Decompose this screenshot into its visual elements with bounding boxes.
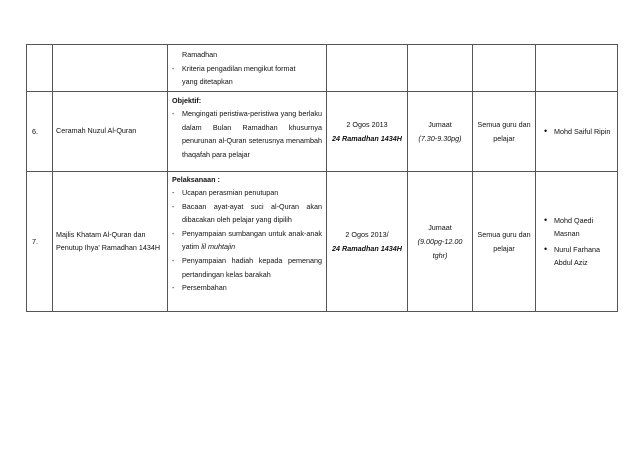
cell-details — [168, 172, 327, 312]
day-name: Jumaat — [428, 222, 452, 232]
detail-item-text: Kriteria pengadilan mengikut format — [182, 63, 296, 73]
detail-item — [172, 254, 322, 281]
list-item — [544, 243, 617, 269]
cell-program — [53, 172, 168, 312]
target-line-2: pelajar — [493, 243, 515, 253]
detail-item — [172, 62, 322, 76]
details-heading: Objektif: — [172, 96, 202, 105]
date-gregorian: 2 Ogos 2013 — [346, 119, 388, 129]
bullet-icon: • — [544, 244, 548, 254]
cell-target — [473, 92, 536, 172]
day-time: (9.00pg-12.00 — [417, 236, 463, 246]
cell-date — [327, 45, 408, 92]
table-row-continuation — [27, 45, 618, 92]
detail-item-text: Persembahan — [182, 283, 227, 293]
detail-item — [172, 200, 322, 227]
detail-item — [172, 107, 322, 161]
detail-item-text: Penyampaian hadiah kepada pemenang pertandingan kelas barakah — [182, 255, 322, 279]
detail-item-text: Penyampaian sumbangan untuk anak-anak yatim — [182, 228, 322, 252]
cell-no: 7. — [27, 172, 53, 312]
cell-pic — [536, 92, 618, 172]
dash-marker: - — [172, 201, 175, 211]
cell-date — [327, 92, 408, 172]
detail-item-italic: lil muhtajin — [201, 242, 236, 252]
pic-list — [544, 125, 617, 138]
date-hijri: 24 Ramadhan 1434H — [332, 243, 402, 253]
target-line-1: Semua guru dan — [477, 229, 531, 239]
cell-day — [408, 172, 473, 312]
details-heading: Pelaksanaan : — [172, 175, 220, 184]
list-item — [544, 214, 617, 240]
table-row-6 — [27, 92, 618, 172]
dash-marker: - — [172, 63, 175, 73]
day-time: (7.30-9.30pg) — [418, 133, 462, 143]
dash-marker: - — [172, 283, 175, 293]
detail-item-text: Mengingati peristiwa-peristiwa yang berlaku dalam Bulan Ramadhan khusurnya penurunan al-Quran seterusnya menambah thaqafah para pelajar — [182, 109, 322, 159]
pic-name: Mohd Saiful Ripin — [554, 127, 611, 136]
list-item — [544, 125, 617, 138]
programme-schedule-table — [26, 44, 618, 312]
cell-target — [473, 45, 536, 92]
day-name: Jumaat — [428, 119, 452, 129]
date-gregorian: 2 Ogos 2013/ — [345, 229, 389, 239]
cell-program — [53, 45, 168, 92]
program-line-1: Majlis Khatam Al-Quran dan — [56, 230, 146, 239]
cell-details — [168, 92, 327, 172]
detail-item — [172, 186, 322, 200]
cell-no — [27, 45, 53, 92]
cell-no: 6. — [27, 92, 53, 172]
detail-item-text: Ucapan perasmian penutupan — [182, 188, 279, 197]
pic-name: Nurul Farhana Abdul Aziz — [554, 245, 600, 267]
cell-date — [327, 172, 408, 312]
bullet-icon: • — [544, 215, 548, 225]
day-time-cont: tghr) — [432, 250, 448, 260]
table-row-7 — [27, 172, 618, 312]
detail-item-text: Bacaan ayat-ayat suci al-Quran akan dibacakan oleh pelajar yang dipilih — [182, 201, 322, 225]
dash-marker: - — [172, 228, 175, 238]
target-line-2: pelajar — [493, 133, 515, 143]
cell-day — [408, 45, 473, 92]
detail-item — [172, 227, 322, 254]
bullet-icon: • — [544, 126, 548, 136]
dash-marker: - — [172, 109, 175, 118]
cell-day — [408, 92, 473, 172]
program-line-2: Penutup Ihya' Ramadhan 1434H — [56, 242, 161, 252]
detail-item — [172, 281, 322, 295]
pic-name: Mohd Qaedi Masnan — [554, 216, 594, 238]
cell-pic — [536, 172, 618, 312]
dash-marker: - — [172, 255, 175, 265]
detail-item-text-wrap — [182, 227, 322, 254]
target-line-1: Semua guru dan — [477, 119, 531, 129]
cell-target — [473, 172, 536, 312]
dash-marker: - — [172, 188, 175, 197]
cell-program: Ceramah Nuzul Al-Quran — [53, 92, 168, 172]
detail-continuation-text: Ramadhan — [182, 50, 218, 59]
detail-item-continuation: yang ditetapkan — [182, 77, 233, 87]
cell-pic — [536, 45, 618, 92]
cell-details — [168, 45, 327, 92]
date-hijri: 24 Ramadhan 1434H — [332, 133, 402, 143]
pic-list — [544, 214, 617, 269]
